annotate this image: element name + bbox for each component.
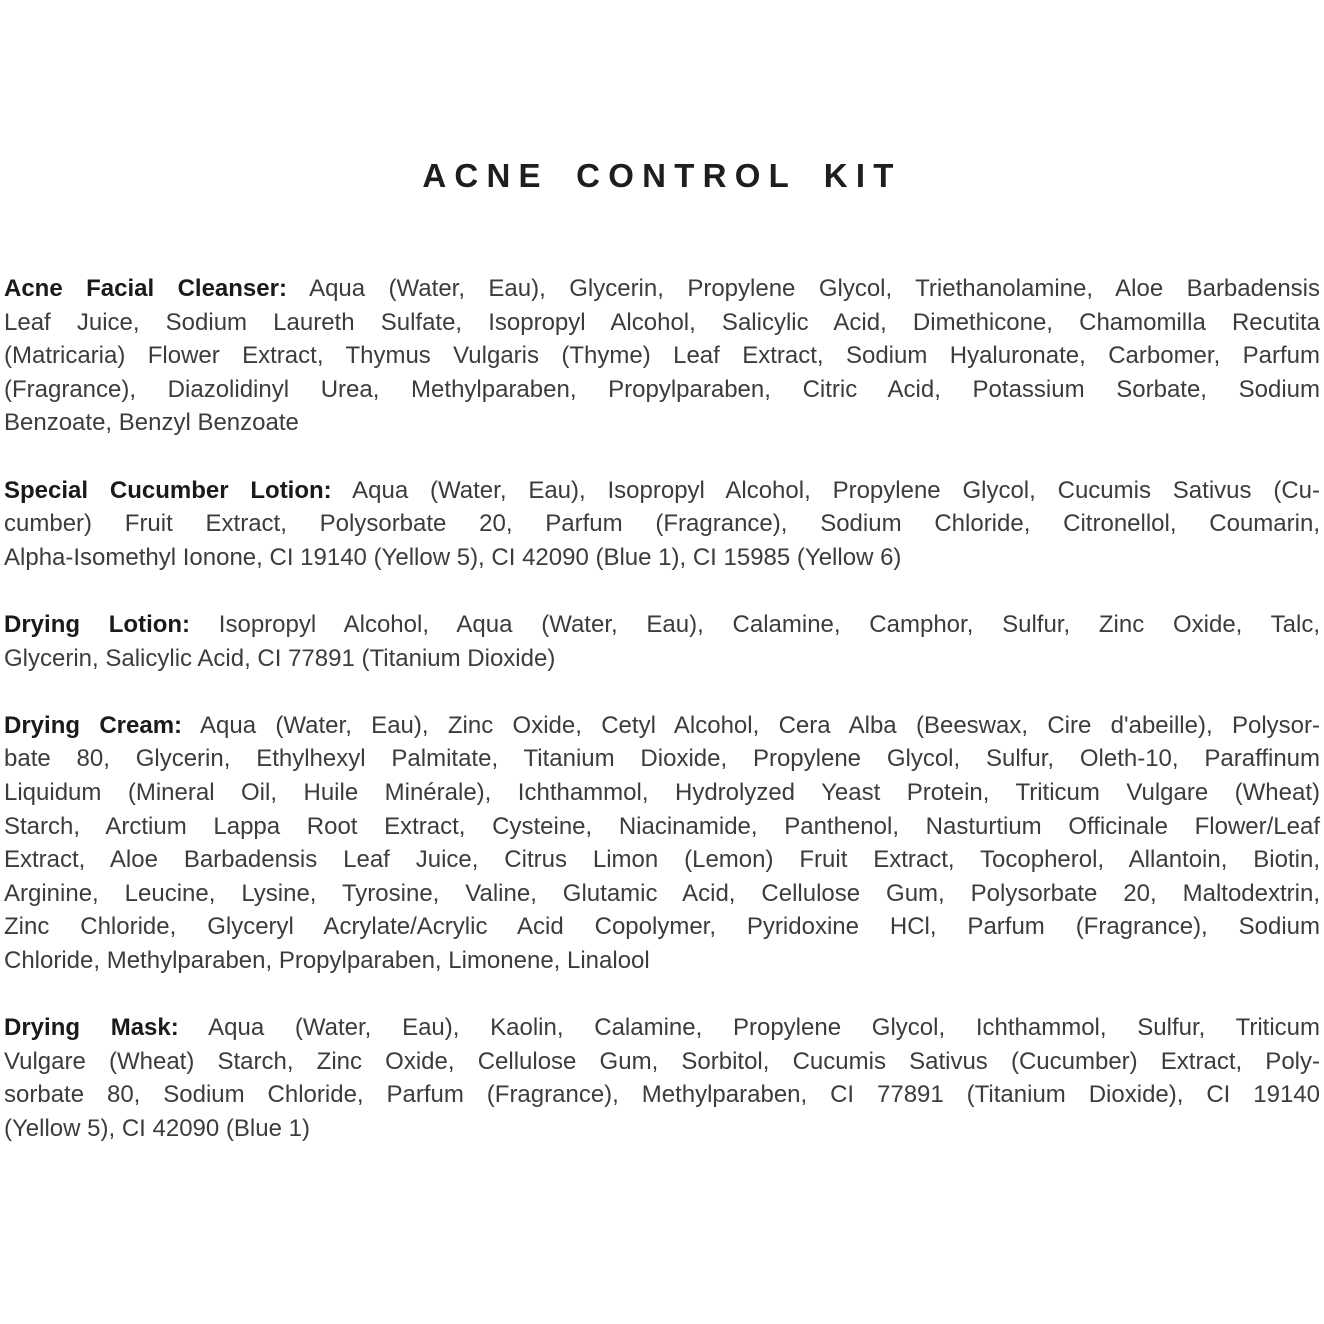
line-text: Aqua (Water, Eau), Kaolin, Calamine, Propylene Glycol, Ichthammol, Sulfur, Triticum (208, 1014, 1321, 1042)
ingredient-line: (Fragrance), Diazolidinyl Urea, Methylparaben, Propylparaben, Citric Acid, Potassium Sorbate, Sodium (4, 375, 1320, 403)
section-acne-facial-cleanser (4, 272, 1320, 440)
section-label: Drying Lotion: (4, 610, 191, 638)
ingredient-line: Leaf Juice, Sodium Laureth Sulfate, Isopropyl Alcohol, Salicylic Acid, Dimethicone, Chamomilla Recutita (4, 308, 1320, 336)
ingredient-line (4, 608, 1320, 642)
ingredient-line: sorbate 80, Sodium Chloride, Parfum (Fragrance), Methylparaben, CI 77891 (Titanium Dioxide), CI 19140 (4, 1081, 1320, 1109)
ingredient-line: (Matricaria) Flower Extract, Thymus Vulgaris (Thyme) Leaf Extract, Sodium Hyaluronate, Carbomer, Parfum (4, 342, 1320, 370)
ingredient-line (4, 709, 1320, 743)
line-text: Isopropyl Alcohol, Aqua (Water, Eau), Calamine, Camphor, Sulfur, Zinc Oxide, Talc, (218, 610, 1320, 638)
ingredient-line: (Yellow 5), CI 42090 (Blue 1) (4, 1114, 310, 1142)
line-text: Aqua (Water, Eau), Zinc Oxide, Cetyl Alcohol, Cera Alba (Beeswax, Cire d'abeille), Polysor- (200, 711, 1320, 739)
section-drying-cream (4, 709, 1320, 978)
section-label: Drying Cream: (4, 711, 183, 739)
ingredient-line: Vulgare (Wheat) Starch, Zinc Oxide, Cellulose Gum, Sorbitol, Cucumis Sativus (Cucumber) Extract, Poly- (4, 1047, 1320, 1075)
section-drying-lotion (4, 608, 1320, 675)
line-text: Aqua (Water, Eau), Isopropyl Alcohol, Propylene Glycol, Cucumis Sativus (Cu- (352, 476, 1320, 504)
ingredient-line (4, 474, 1320, 508)
ingredient-line (4, 1011, 1320, 1045)
ingredient-line: cumber) Fruit Extract, Polysorbate 20, Parfum (Fragrance), Sodium Chloride, Citronellol, Coumarin, (4, 510, 1320, 538)
ingredient-line: Chloride, Methylparaben, Propylparaben, Limonene, Linalool (4, 946, 650, 974)
ingredient-line: Starch, Arctium Lappa Root Extract, Cysteine, Niacinamide, Panthenol, Nasturtium Officinale Flower/Leaf (4, 812, 1320, 840)
ingredient-line: Glycerin, Salicylic Acid, CI 77891 (Titanium Dioxide) (4, 644, 556, 672)
ingredient-line: Extract, Aloe Barbadensis Leaf Juice, Citrus Limon (Lemon) Fruit Extract, Tocopherol, Allantoin, Biotin, (4, 846, 1320, 874)
ingredient-line: Benzoate, Benzyl Benzoate (4, 409, 299, 437)
page-title: ACNE CONTROL KIT (422, 157, 902, 194)
section-label: Drying Mask: (4, 1014, 179, 1042)
ingredient-line: Liquidum (Mineral Oil, Huile Minérale), Ichthammol, Hydrolyzed Yeast Protein, Triticum Vulgare (Wheat) (4, 778, 1320, 806)
ingredient-line: bate 80, Glycerin, Ethylhexyl Palmitate, Titanium Dioxide, Propylene Glycol, Sulfur, Oleth-10, Paraffinum (4, 745, 1320, 773)
ingredient-line: Zinc Chloride, Glyceryl Acrylate/Acrylic Acid Copolymer, Pyridoxine HCl, Parfum (Fragrance), Sodium (4, 913, 1320, 941)
section-label: Acne Facial Cleanser: (4, 275, 287, 302)
ingredient-line: Alpha-Isomethyl Ionone, CI 19140 (Yellow 5), CI 42090 (Blue 1), CI 15985 (Yellow 6) (4, 543, 902, 571)
section-label: Special Cucumber Lotion: (4, 476, 332, 504)
section-special-cucumber-lotion (4, 474, 1320, 575)
line-text: Aqua (Water, Eau), Glycerin, Propylene Glycol, Triethanolamine, Aloe Barbadensis (309, 275, 1321, 302)
section-drying-mask (4, 1011, 1320, 1145)
ingredient-line (4, 272, 1320, 306)
ingredient-line: Arginine, Leucine, Lysine, Tyrosine, Valine, Glutamic Acid, Cellulose Gum, Polysorbate 20, Maltodextrin, (4, 879, 1320, 907)
